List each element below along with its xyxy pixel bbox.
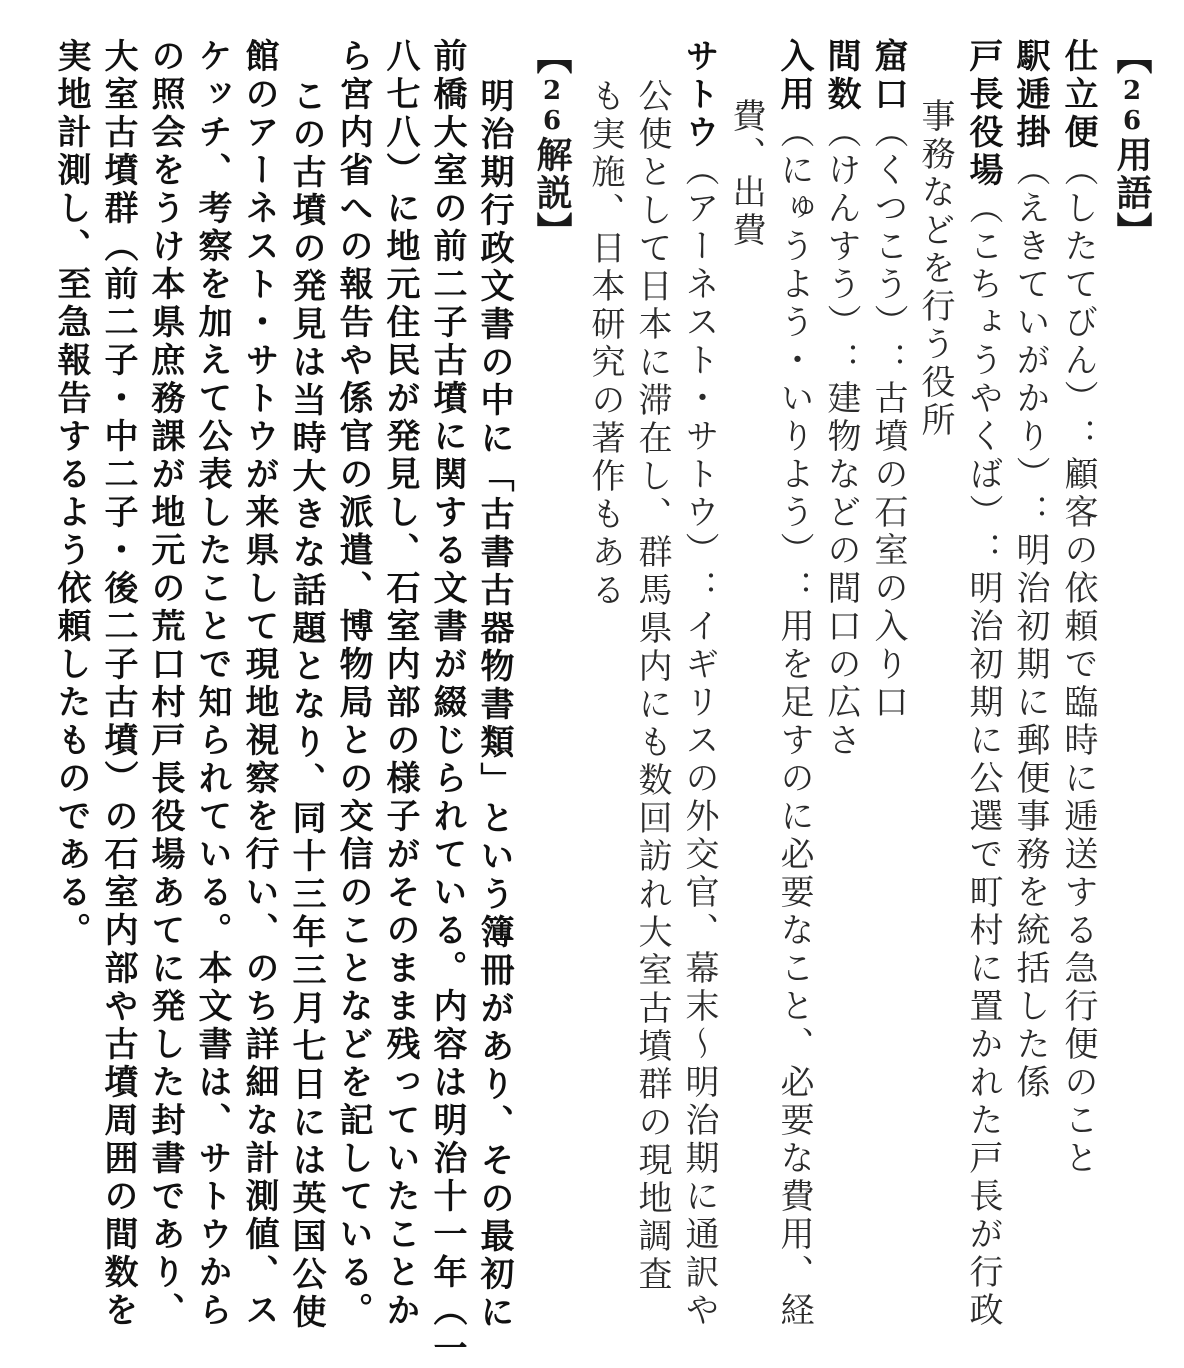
- glossary-term: 戸長役場: [963, 38, 1003, 190]
- commentary-line: 八七八）に地元住民が発見し、石室内部の様子がそのまま残っていたことか: [380, 38, 420, 1330]
- glossary-entry-continuation: [632, 78, 672, 1294]
- glossary-entry: [1058, 38, 1098, 1178]
- commentary-heading-word: 解説: [531, 136, 573, 212]
- glossary-definition: （えきていがかり）：明治初期に郵便事務を統括した係: [1010, 152, 1050, 1102]
- commentary-heading: [532, 38, 572, 250]
- glossary-definition: も実施、日本研究の著作もある: [585, 78, 625, 610]
- glossary-entry: [1010, 38, 1050, 1102]
- glossary-definition: 費、出費: [726, 98, 766, 250]
- glossary-heading-word: 用語: [1111, 136, 1153, 212]
- commentary-line: 大室古墳群（前二子・中二子・後二子古墳）の石室内部や古墳周囲の間数を: [98, 38, 138, 1330]
- glossary-entry: [774, 38, 814, 1330]
- commentary-line: 館のアーネスト・サトウが来県して現地視察を行い、のち詳細な計測値、ス: [239, 38, 279, 1330]
- glossary-entry-continuation: [585, 78, 625, 610]
- glossary-term: 間数: [821, 38, 861, 114]
- glossary-term: 入用: [774, 38, 814, 114]
- commentary-line: の照会をうけ本県庶務課が地元の荒口村戸長役場あてに発した封書であり、: [145, 38, 185, 1330]
- commentary-heading-open: 【: [531, 38, 573, 76]
- glossary-definition: （にゅうよう・いりよう）：用を足すのに必要なこと、必要な費用、経: [774, 114, 814, 1330]
- glossary-definition: 事務などを行う役所: [915, 98, 955, 440]
- glossary-entry: [821, 38, 861, 760]
- glossary-definition: （くつこう）：古墳の石室の入り口: [868, 114, 908, 722]
- commentary-line: 明治期行政文書の中に「古書古器物書類」という簿冊があり、その最初に: [474, 78, 514, 1332]
- glossary-heading-number: 26: [1117, 76, 1147, 136]
- commentary-line: 実地計測し、至急報告するよう依頼したものである。: [51, 38, 91, 950]
- glossary-term: サトウ: [679, 38, 719, 152]
- glossary-entry-continuation: [915, 98, 955, 440]
- glossary-definition: 公使として日本に滞在し、群馬県内にも数回訪れ大室古墳群の現地調査: [632, 78, 672, 1294]
- commentary-line: 前橋大室の前二子古墳に関する文書が綴じられている。内容は明治十一年（一: [427, 38, 467, 1368]
- glossary-heading: [1112, 38, 1152, 250]
- glossary-definition: （けんすう）：建物などの間口の広さ: [821, 114, 861, 760]
- commentary-heading-close: 】: [531, 212, 573, 250]
- glossary-definition: （したてびん）：顧客の依頼で臨時に逓送する急行便のこと: [1058, 152, 1098, 1178]
- glossary-definition: （こちょうやくば）：明治初期に公選で町村に置かれた戸長が行政: [963, 190, 1003, 1330]
- glossary-entry: [963, 38, 1003, 1330]
- commentary-line: ケッチ、考察を加えて公表したことで知られている。本文書は、サトウから: [192, 38, 232, 1330]
- glossary-heading-close: 】: [1111, 212, 1153, 250]
- commentary-line: この古墳の発見は当時大きな話題となり、同十三年三月七日には英国公使: [286, 78, 326, 1332]
- glossary-heading-open: 【: [1111, 38, 1153, 76]
- commentary-line: ら宮内省への報告や係官の派遣、博物局との交信のことなどを記している。: [333, 38, 373, 1330]
- glossary-term: 窟口: [868, 38, 908, 114]
- commentary-heading-number: 26: [537, 76, 567, 136]
- glossary-definition: （アーネスト・サトウ）：イギリスの外交官、幕末～明治期に通訳や: [679, 152, 719, 1330]
- glossary-entry: [868, 38, 908, 722]
- glossary-entry-continuation: [726, 98, 766, 250]
- glossary-term: 駅逓掛: [1010, 38, 1050, 152]
- glossary-entry: [679, 38, 719, 1330]
- glossary-term: 仕立便: [1058, 38, 1098, 152]
